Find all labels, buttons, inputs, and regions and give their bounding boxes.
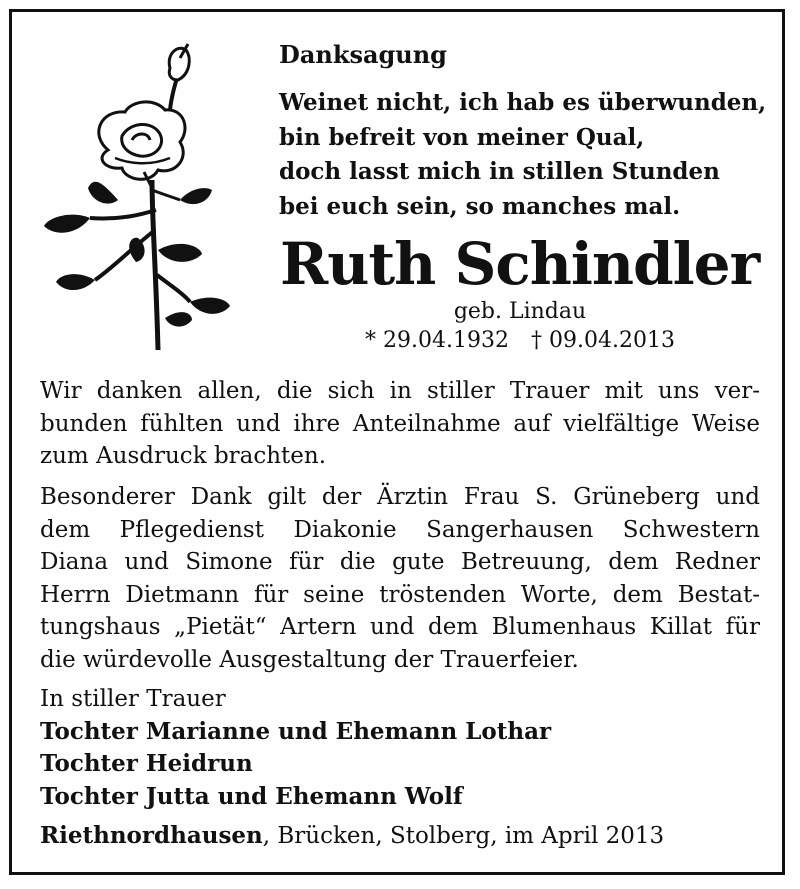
verse-line: Weinet nicht, ich hab es überwunden,	[279, 89, 767, 116]
text-line: Diana und Simone für die gute Betreuung, dem Redner	[40, 549, 760, 576]
life-dates	[280, 327, 760, 355]
deceased-name: Ruth Schindler	[280, 230, 760, 298]
maiden-name: geb. Lindau	[453, 299, 587, 324]
relative-line: Tochter Heidrun	[40, 750, 253, 778]
rose-icon	[40, 40, 240, 355]
death-date: † 09.04.2013	[531, 328, 675, 353]
text-line: Besonderer Dank gilt der Ärztin Frau S. Grüneberg und	[40, 484, 760, 510]
text-line: die würdevolle Ausgestaltung der Trauerfeier.	[40, 646, 579, 673]
verse-line: bin befreit von meiner Qual,	[279, 123, 645, 151]
text-line: Herrn Dietmann für seine tröstenden Worte, dem Bestat-	[40, 581, 760, 608]
text-line: zum Ausdruck brachten.	[40, 443, 327, 470]
birth-date: * 29.04.1932	[365, 328, 509, 353]
relative-line: Tochter Marianne und Ehemann Lothar	[40, 717, 552, 745]
place-main: Riethnordhausen	[40, 822, 263, 849]
text-line: tungshaus „Pietät“ Artern und dem Blumenhaus Killat für	[40, 614, 760, 641]
relative-line: Tochter Jutta und Ehemann Wolf	[40, 782, 463, 810]
text-line: dem Pflegedienst Diakonie Sangerhausen Schwestern	[40, 516, 760, 543]
verse-line: doch lasst mich in stillen Stunden	[279, 158, 720, 185]
verse	[279, 86, 769, 224]
place-rest: , Brücken, Stolberg, im April 2013	[262, 823, 665, 849]
thanks-paragraph-1	[40, 375, 760, 473]
verse-line: bei euch sein, so manches mal.	[279, 192, 681, 220]
text-line: Wir danken allen, die sich in stiller Trauer mit uns ver-	[40, 378, 760, 404]
mourning-intro: In stiller Trauer	[40, 686, 226, 712]
text-line: bunden fühlten und ihre Anteilnahme auf vielfältige Weise	[40, 410, 760, 437]
notice-title: Danksagung	[279, 40, 447, 69]
place-date	[40, 820, 760, 852]
thanks-paragraph-2	[40, 481, 760, 677]
mourners	[40, 683, 760, 813]
